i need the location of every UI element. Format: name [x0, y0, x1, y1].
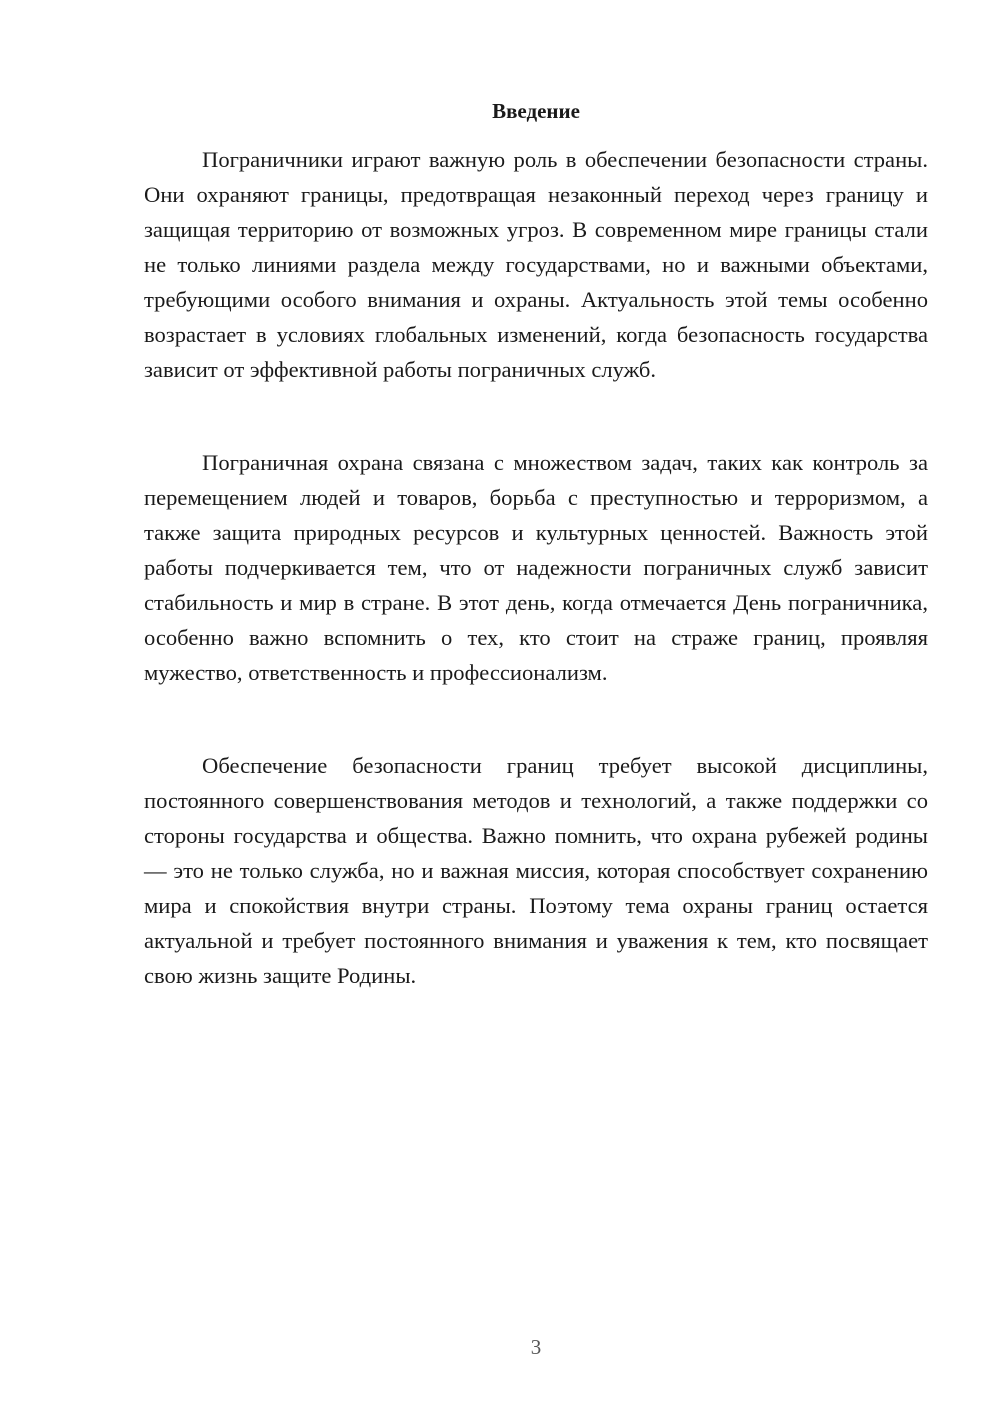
page-number: 3	[530, 1335, 542, 1359]
section-heading: Введение	[492, 99, 580, 123]
paragraph-3: Обеспечение безопасности границ требует высокой дисциплины, постоянного совершенствования методов и технологий, а также поддержки со стороны государства и общества. Важно помнить, что охрана рубежей родины — это не только служба, но и важная миссия, которая способствует сохранению мира и спокойствия внутри страны. Поэтому тема охраны границ остается актуальной и требует постоянного внимания и уважения к тем, кто посвящает свою жизнь защите Родины.	[144, 753, 928, 988]
paragraph-1: Пограничники играют важную роль в обеспечении безопасности страны. Они охраняют границы, предотвращая незаконный переход через границу и защищая территорию от возможных угроз. В современном мире границы стали не только линиями раздела между государствами, но и важными объектами, требующими особого внимания и охраны. Актуальность этой темы особенно возрастает в условиях глобальных изменений, когда безопасность государства зависит от эффективной работы пограничных служб.	[144, 147, 928, 382]
paragraph-2: Пограничная охрана связана с множеством задач, таких как контроль за перемещением людей и товаров, борьба с преступностью и терроризмом, а также защита природных ресурсов и культурных ценностей. Важность этой работы подчеркивается тем, что от надежности пограничных служб зависит стабильность и мир в стране. В этот день, когда отмечается День пограничника, особенно важно вспомнить о тех, кто стоит на страже границ, проявляя мужество, ответственность и профессионализм.	[144, 450, 928, 685]
